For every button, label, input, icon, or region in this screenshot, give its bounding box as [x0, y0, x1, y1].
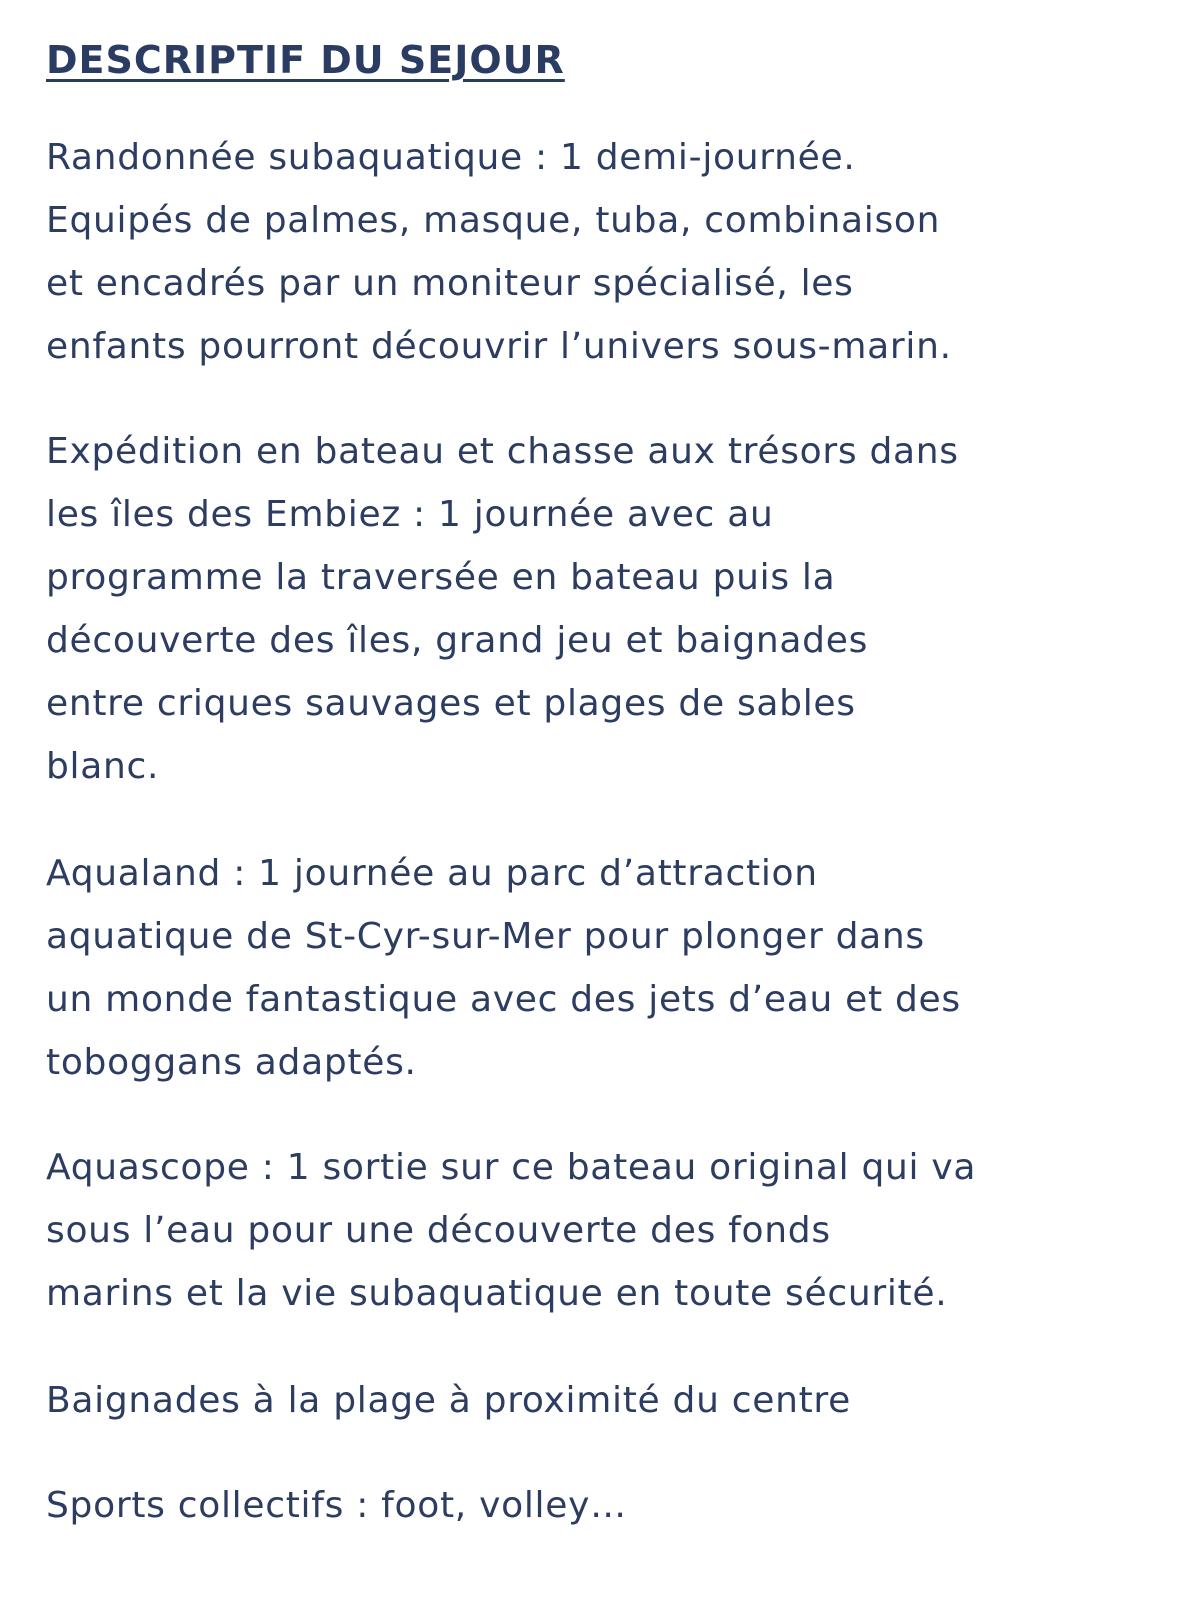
text-line: Equipés de palmes, masque, tuba, combinaison [46, 200, 941, 241]
text-line: un monde fantastique avec des jets d’eau et des [46, 979, 961, 1020]
document-page [46, 34, 1176, 1537]
paragraph-baignades [46, 1369, 1176, 1432]
page-title: DESCRIPTIF DU SEJOUR [46, 38, 565, 82]
text-line: marins et la vie subaquatique en toute sécurité. [46, 1273, 948, 1314]
paragraph-randonnee [46, 126, 1176, 378]
text-line: les îles des Embiez : 1 journée avec au [46, 494, 774, 535]
text-line: Aqualand : 1 journée au parc d’attraction [46, 853, 818, 894]
paragraph-aqualand [46, 842, 1176, 1094]
text-line: Expédition en bateau et chasse aux trésors dans [46, 431, 959, 472]
text-line: entre criques sauvages et plages de sables [46, 683, 856, 724]
text-line: aquatique de St-Cyr-sur-Mer pour plonger dans [46, 916, 925, 957]
paragraph-sports [46, 1474, 1176, 1537]
text-line: et encadrés par un moniteur spécialisé, les [46, 263, 854, 304]
text-line: Aquascope : 1 sortie sur ce bateau original qui va [46, 1147, 977, 1188]
text-line: enfants pourront découvrir l’univers sous-marin. [46, 326, 952, 367]
text-line: blanc. [46, 746, 160, 787]
text-line: Randonnée subaquatique : 1 demi-journée. [46, 137, 856, 178]
text-line: Baignades à la plage à proximité du centre [46, 1380, 851, 1421]
paragraph-aquascope [46, 1136, 1176, 1325]
text-line: programme la traversée en bateau puis la [46, 557, 836, 598]
text-line: découverte des îles, grand jeu et baignades [46, 620, 869, 661]
text-line: toboggans adaptés. [46, 1042, 417, 1083]
paragraph-expedition [46, 420, 1176, 798]
text-line: sous l’eau pour une découverte des fonds [46, 1210, 831, 1251]
text-line: Sports collectifs : foot, volley… [46, 1485, 627, 1526]
